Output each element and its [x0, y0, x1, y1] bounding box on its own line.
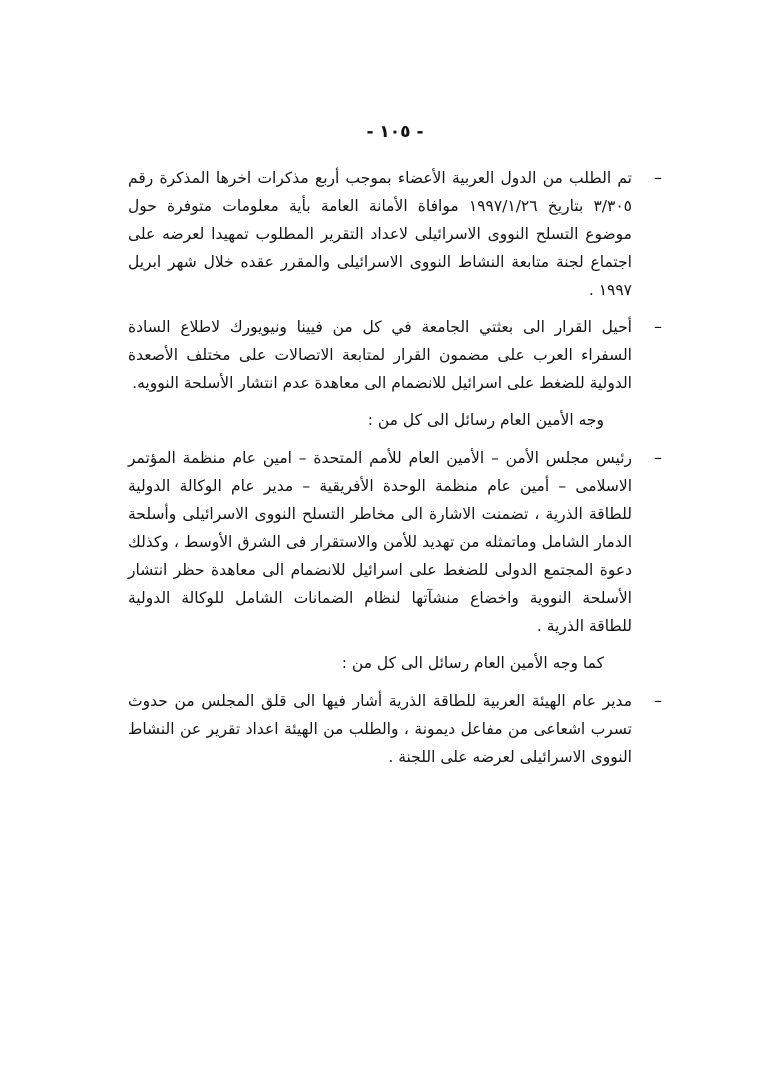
- bullet-marker: –: [654, 168, 662, 187]
- paragraph: [128, 164, 662, 304]
- bullet-marker: –: [654, 317, 662, 336]
- paragraph-text: تم الطلب من الدول العربية الأعضاء بموجب أربع مذكرات اخرها المذكرة رقم ٣/٣٠٥ بتاريخ ١٩٩٧/١/٢٦ موافاة الأمانة العامة بأية معلومات متوفرة حول موضوع التسلح النووى الاسرائيلى لاعداد التقرير المطلوب تمهيدا لعرضه على اجتماع لجنة متابعة النشاط النووى الاسرائيلى والمقرر عقده خلال شهر ابريل ١٩٩٧ .: [128, 169, 632, 299]
- lead-line: وجه الأمين العام رسائل الى كل من :: [367, 411, 604, 429]
- bullet-marker: –: [654, 691, 662, 710]
- bullet-marker: –: [654, 448, 662, 467]
- paragraph-text: أحيل القرار الى بعثتي الجامعة في كل من فيينا ونيويورك لاطلاع السادة السفراء العرب على مضمون القرار لمتابعة الاتصالات على مختلف الأصعدة الدولية للضغط على اسرائيل للانضمام الى معاهدة عدم انتشار الأسلحة النوويه.: [128, 318, 632, 392]
- paragraph: [128, 313, 662, 397]
- paragraph: [128, 444, 662, 640]
- lead-line: كما وجه الأمين العام رسائل الى كل من :: [341, 654, 604, 672]
- page-number: - ١٠٥ -: [366, 122, 424, 142]
- paragraph: [128, 687, 662, 771]
- paragraph-text: مدير عام الهيئة العربية للطاقة الذرية أشار فيها الى قلق المجلس من حدوث تسرب اشعاعى من مفاعل ديمونة ، والطلب من الهيئة اعداد تقرير عن النشاط النووى الاسرائيلى لعرضه على اللجنة .: [128, 692, 632, 766]
- paragraph-text: رئيس مجلس الأمن – الأمين العام للأمم المتحدة – امين عام منظمة المؤتمر الاسلامى – أمين عام منظمة الوحدة الأفريقية – مدير عام الوكالة الدولية للطاقة الذرية ، تضمنت الاشارة الى مخاطر التسلح النووى الاسرائيلى وأسلحة الدمار الشامل وماتمثله من تهديد للأمن والاستقرار فى الشرق الأوسط ، وكذلك دعوة المجتمع الدولى للضغط على اسرائيل للانضمام الى معاهدة حظر انتشار الأسلحة النووية واخضاع منشآتها لنظام الضمانات الشامل للوكالة الدولية للطاقة الذرية .: [128, 449, 632, 635]
- document-body: [128, 164, 662, 771]
